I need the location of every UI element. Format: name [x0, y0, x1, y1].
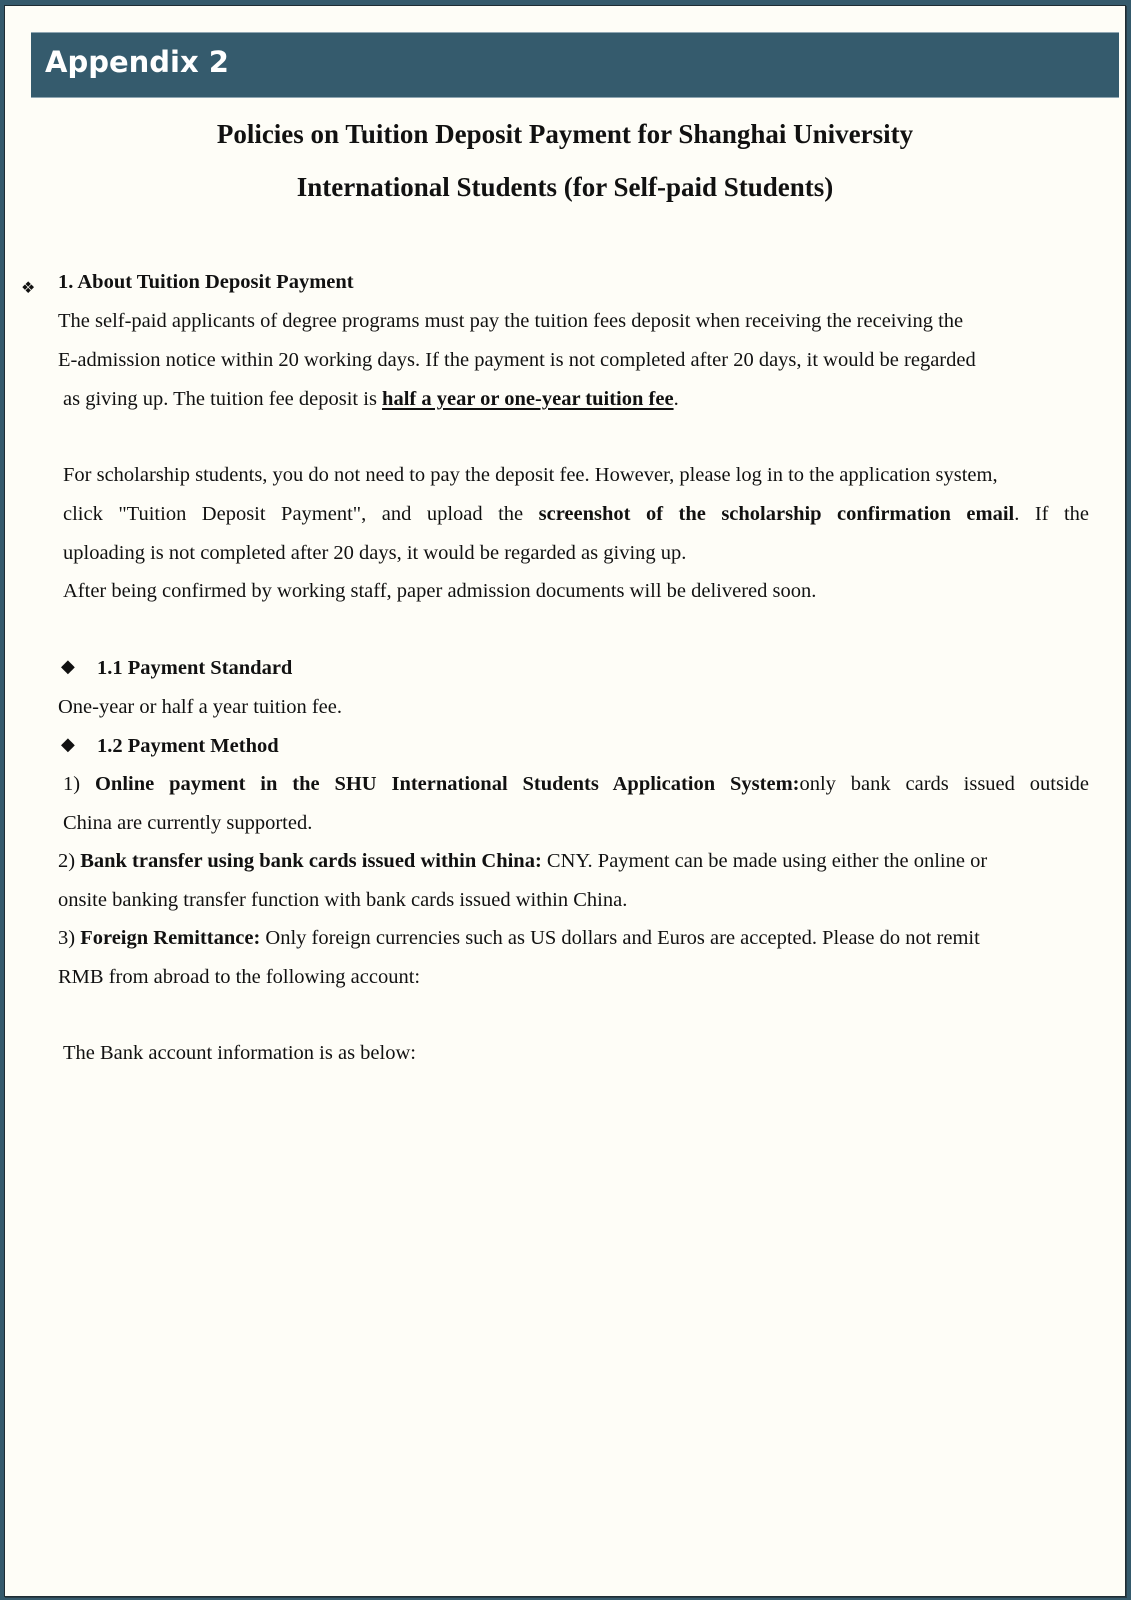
payment-method-3-line-1	[58, 927, 980, 950]
method-number: 1)	[63, 773, 81, 795]
section-1-para-2-line-4: After being confirmed by working staff, paper admission documents will be delivered soon.	[63, 580, 817, 602]
section-1-para-2-line-2	[63, 503, 1089, 526]
method-text: CNY. Payment can be made using either the online or	[541, 850, 988, 872]
para-text: click "Tuition Deposit Payment", and upload the	[63, 503, 539, 525]
method-title: Foreign Remittance:	[80, 927, 261, 949]
section-1-para-1-line-3	[63, 388, 679, 411]
para-text: . If the	[1014, 503, 1089, 525]
payment-method-2-line-2: onsite banking transfer function with bank cards issued within China.	[58, 889, 628, 911]
para-text: as giving up. The tuition fee deposit is	[63, 388, 383, 410]
diamond-icon: ◆	[61, 734, 75, 755]
payment-standard-text: One-year or half a year tuition fee.	[58, 696, 343, 718]
bank-info-intro: The Bank account information is as below:	[63, 1042, 416, 1064]
method-text: only bank cards issued outside	[799, 773, 1089, 795]
section-1-heading: 1. About Tuition Deposit Payment	[58, 271, 354, 293]
deposit-amount-emphasis: half a year or one-year tuition fee	[382, 388, 674, 410]
scholarship-screenshot-emphasis: screenshot of the scholarship confirmation email	[538, 503, 1015, 525]
payment-method-1-line-1	[63, 773, 1089, 796]
section-1-para-2-line-1: For scholarship students, you do not need to pay the deposit fee. However, please log in to the application system,	[63, 464, 998, 486]
section-1-para-1-line-1: The self-paid applicants of degree programs must pay the tuition fees deposit when receiving the receiving the	[58, 310, 964, 332]
method-title: Bank transfer using bank cards issued within China:	[80, 850, 542, 872]
appendix-label: Appendix 2	[45, 45, 229, 79]
document-page	[4, 5, 1126, 1597]
payment-method-1-line-2: China are currently supported.	[63, 812, 313, 834]
diamond-icon: ◆	[61, 656, 75, 677]
appendix-banner	[31, 32, 1119, 98]
document-title-line-2: International Students (for Self-paid Students)	[296, 172, 834, 202]
four-diamond-icon: ❖	[21, 278, 36, 297]
method-text: Only foreign currencies such as US dollars and Euros are accepted. Please do not remit	[260, 927, 980, 949]
method-number: 2)	[58, 850, 76, 872]
section-1-para-2-line-3: uploading is not completed after 20 days, it would be regarded as giving up.	[63, 542, 687, 564]
section-1-para-1-line-2: E-admission notice within 20 working days. If the payment is not completed after 20 days, it would be regarded	[58, 349, 976, 371]
payment-method-3-line-2: RMB from abroad to the following account:	[58, 966, 421, 988]
method-number: 3)	[58, 927, 76, 949]
method-title: Online payment in the SHU International Students Application System:	[94, 773, 800, 795]
payment-method-2-line-1	[58, 850, 987, 873]
document-title-line-1: Policies on Tuition Deposit Payment for Shanghai University	[216, 119, 914, 149]
para-text: .	[673, 388, 679, 410]
subsection-1-2-heading: 1.2 Payment Method	[97, 735, 279, 757]
subsection-1-1-heading: 1.1 Payment Standard	[97, 657, 293, 679]
